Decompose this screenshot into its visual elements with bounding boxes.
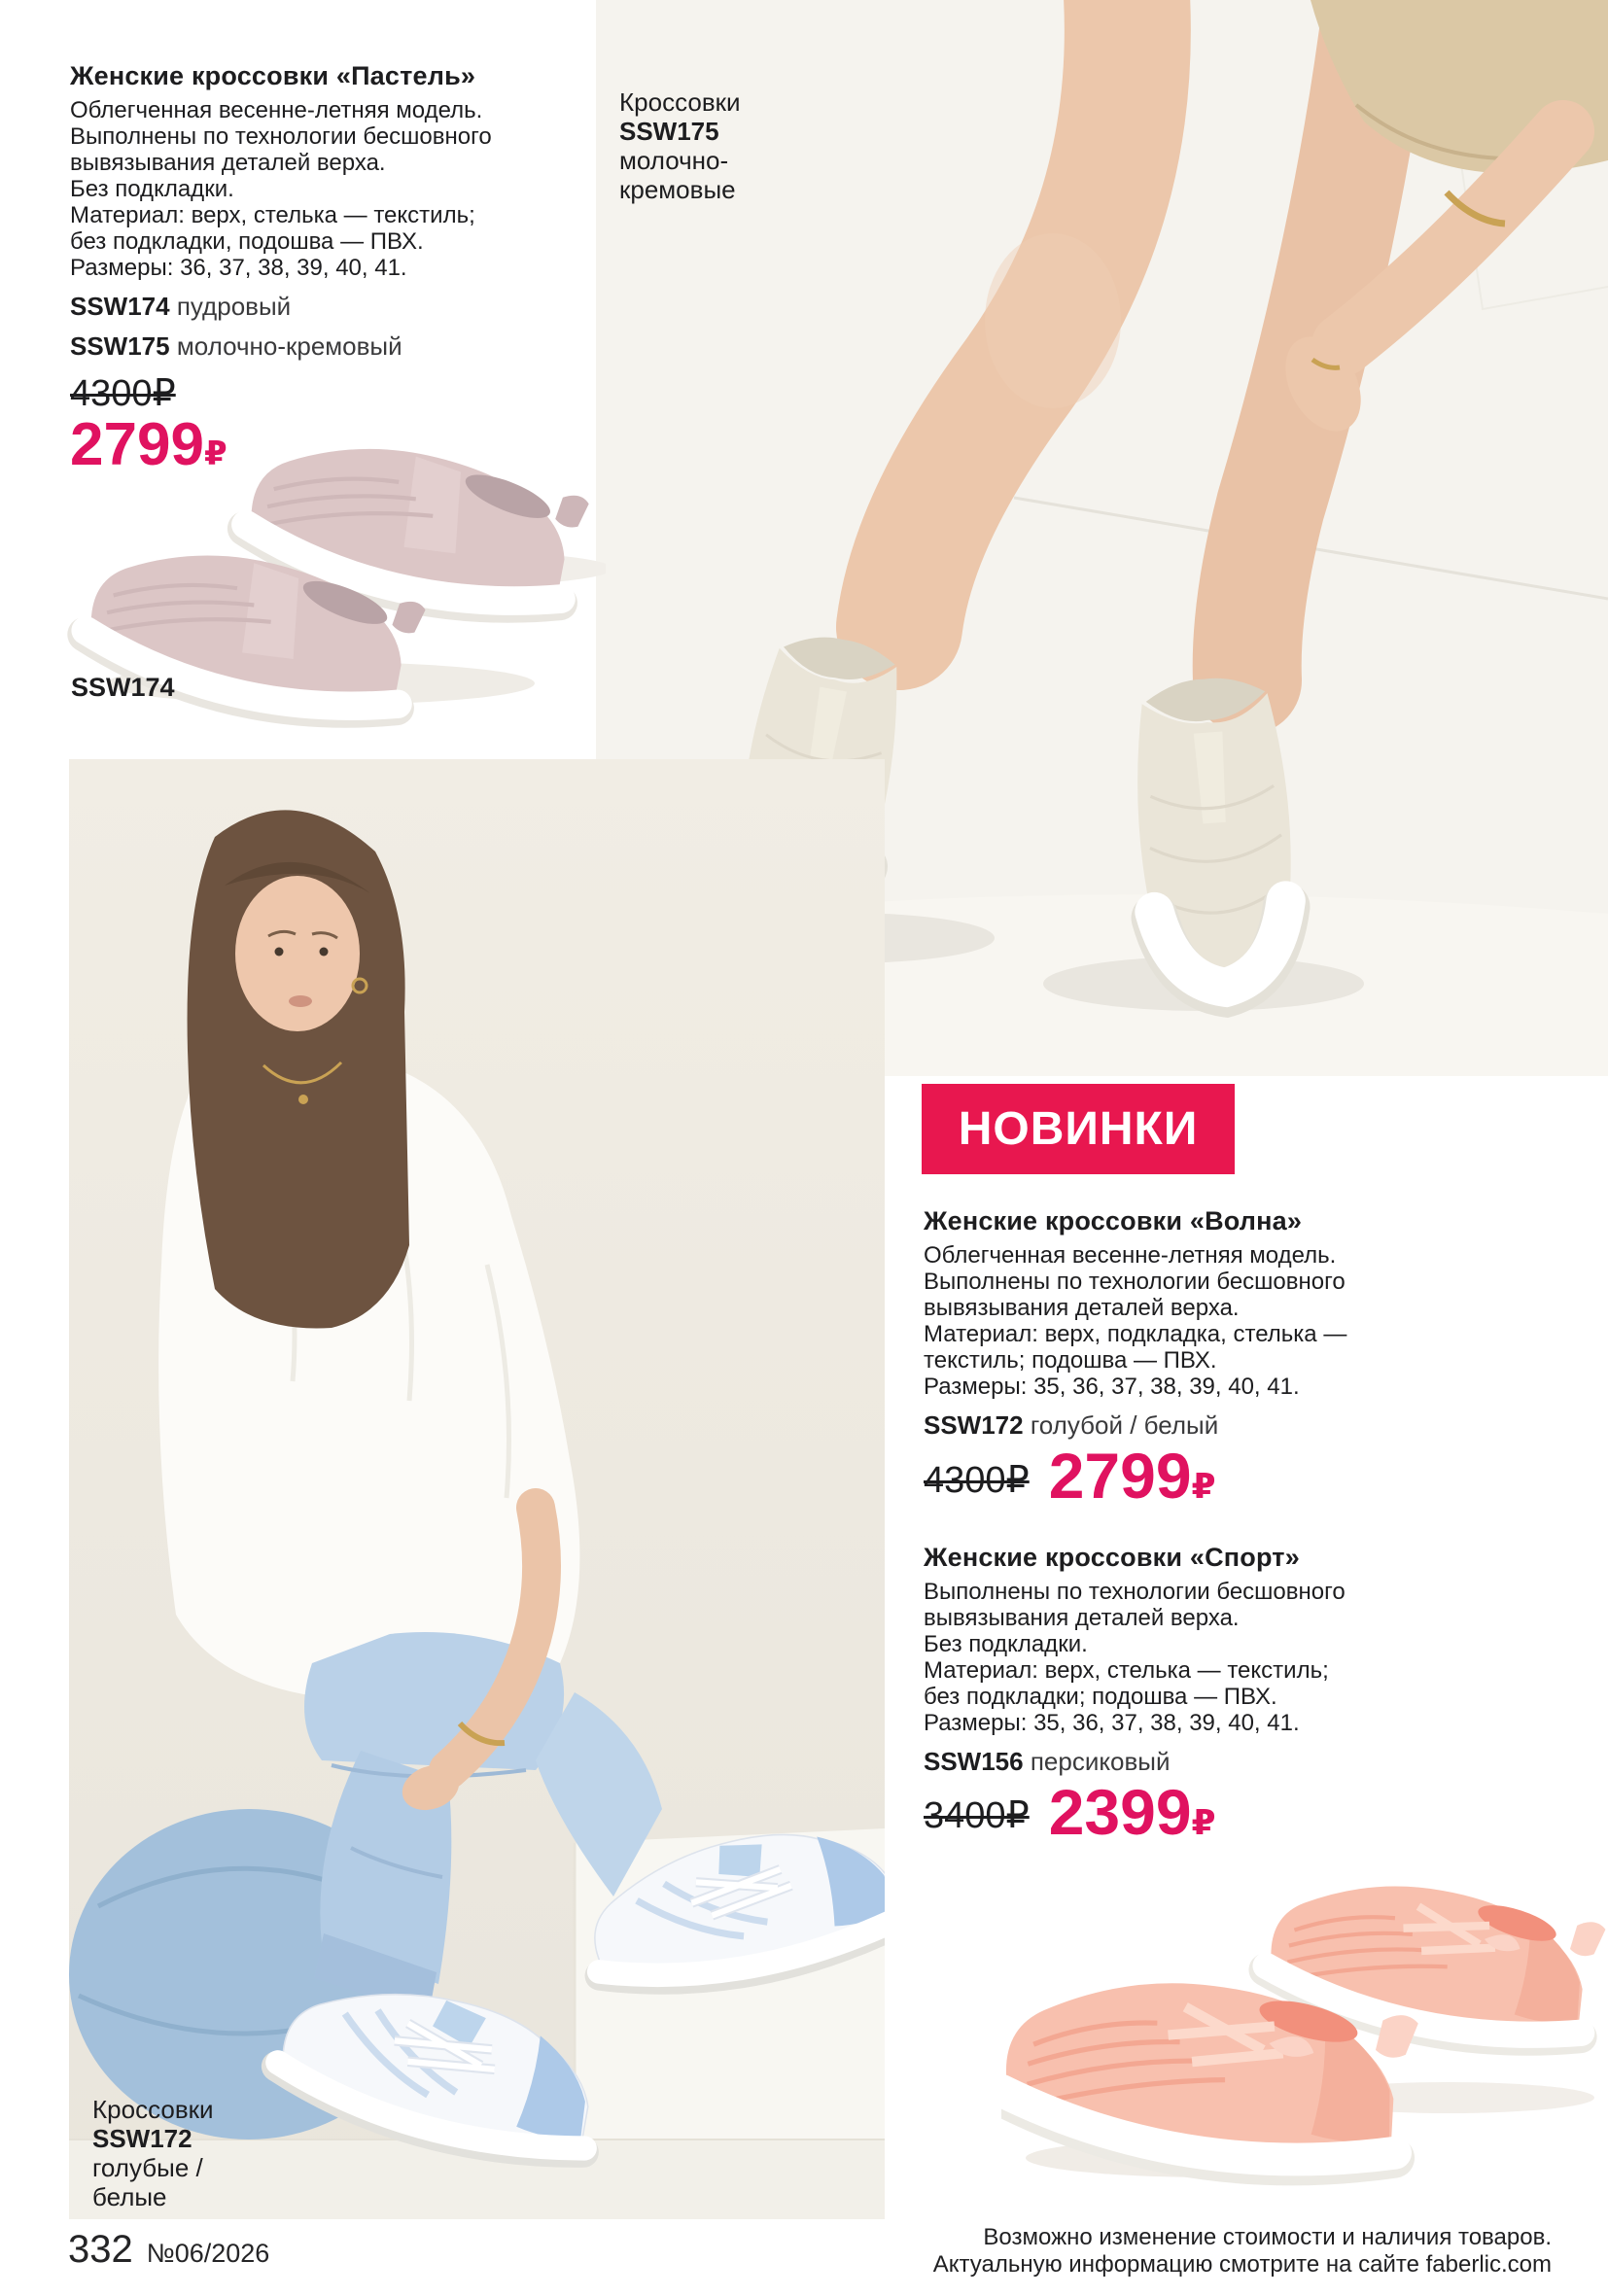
new-price [1048, 1440, 1216, 1512]
peach-sneakers-illustration [1001, 1816, 1608, 2195]
sku-color: пудровый [176, 292, 292, 321]
footer-left [68, 2228, 269, 2272]
description-line: Облегченная весенне-летняя модель. [924, 1242, 1337, 1269]
sku-color: голубой / белый [1030, 1410, 1219, 1440]
old-price: 3400₽ [924, 1795, 1030, 1837]
sku-code: SSW172 [924, 1410, 1024, 1440]
description-line: Размеры: 35, 36, 37, 38, 39, 40, 41. [924, 1709, 1300, 1736]
product-pastel-title: Женские кроссовки «Пастель» [70, 61, 476, 90]
sku-color: молочно-кремовый [176, 331, 402, 361]
sku-ssw156 [924, 1747, 1449, 1776]
footer-disclaimer [933, 2224, 1552, 2279]
product-pastel-description [70, 97, 614, 281]
caption-line: голубые / [92, 2153, 203, 2182]
description-line: Размеры: 36, 37, 38, 39, 40, 41. [70, 255, 407, 281]
novelties-banner-label: НОВИНКИ [958, 1103, 1199, 1155]
description-line: без подкладки; подошва — ПВХ. [924, 1683, 1277, 1710]
sku-code: SSW175 [70, 331, 170, 361]
product-pastel-info [70, 60, 614, 478]
description-line: текстиль; подошва — ПВХ. [924, 1347, 1217, 1374]
ruble-sign: ₽ [1191, 1466, 1216, 1506]
new-price-value: 2799 [70, 411, 204, 478]
description-line: Материал: верх, стелька — текстиль; [70, 202, 475, 228]
new-price [70, 411, 614, 478]
catalog-issue: №06/2026 [146, 2239, 270, 2268]
description-line: Материал: верх, подкладка, стелька — [924, 1321, 1347, 1347]
sku-color: персиковый [1030, 1746, 1171, 1776]
description-line: вывязывания деталей верха. [70, 150, 386, 176]
description-line: Без подкладки. [924, 1630, 1088, 1657]
new-price-value: 2799 [1048, 1440, 1192, 1512]
photo-ssw156-peach-sneakers [1001, 1816, 1608, 2195]
sku-code: SSW156 [924, 1746, 1024, 1776]
description-line: Выполнены по технологии бесшовного [70, 123, 492, 150]
caption-ssw172 [92, 2095, 214, 2211]
label-ssw174: SSW174 [71, 673, 175, 702]
description-line: Размеры: 35, 36, 37, 38, 39, 40, 41. [924, 1374, 1300, 1400]
caption-line: молочно- [619, 146, 729, 175]
description-line: Облегченная весенне-летняя модель. [70, 97, 483, 123]
disclaimer-line: Возможно изменение стоимости и наличия товаров. [983, 2224, 1552, 2250]
caption-line: белые [92, 2182, 167, 2211]
product-volna-description [924, 1242, 1449, 1400]
sku-ssw175 [70, 331, 614, 361]
product-volna-info [924, 1205, 1449, 1848]
description-line: Выполнены по технологии бесшовного [924, 1269, 1346, 1295]
description-line: Выполнены по технологии бесшовного [924, 1578, 1346, 1605]
old-price: 4300₽ [924, 1459, 1030, 1501]
sku-ssw172 [924, 1410, 1449, 1440]
description-line: без подкладки, подошва — ПВХ. [70, 228, 424, 255]
product-sport-title: Женские кроссовки «Спорт» [924, 1542, 1300, 1572]
caption-line: Кроссовки [92, 2095, 214, 2124]
caption-ssw175 [619, 87, 741, 204]
description-line: вывязывания деталей верха. [924, 1295, 1240, 1321]
caption-sku-code: SSW175 [619, 117, 719, 146]
old-price: 4300₽ [70, 373, 176, 414]
new-price-value: 2399 [1048, 1775, 1192, 1848]
description-line: Материал: верх, стелька — текстиль; [924, 1656, 1329, 1684]
sku-ssw174 [70, 292, 614, 321]
caption-line: Кроссовки [619, 87, 741, 117]
sku-code: SSW174 [70, 292, 170, 321]
page-number: 332 [68, 2228, 133, 2271]
novelties-banner [922, 1084, 1235, 1174]
price-volna [924, 1440, 1449, 1512]
description-line: Без подкладки. [70, 176, 234, 202]
price-pastel [70, 373, 614, 478]
model-illustration [69, 759, 885, 2219]
caption-line: кремовые [619, 175, 736, 204]
photo-model-ssw172 [69, 759, 885, 2219]
ruble-sign: ₽ [203, 435, 227, 472]
product-sport-description [924, 1579, 1449, 1736]
ruble-sign: ₽ [1191, 1801, 1216, 1842]
product-volna-title: Женские кроссовки «Волна» [924, 1206, 1303, 1235]
disclaimer-line: Актуальную информацию смотрите на сайте faberlic.com [932, 2251, 1552, 2278]
caption-sku-code: SSW172 [92, 2124, 192, 2153]
description-line: вывязывания деталей верха. [924, 1604, 1240, 1631]
